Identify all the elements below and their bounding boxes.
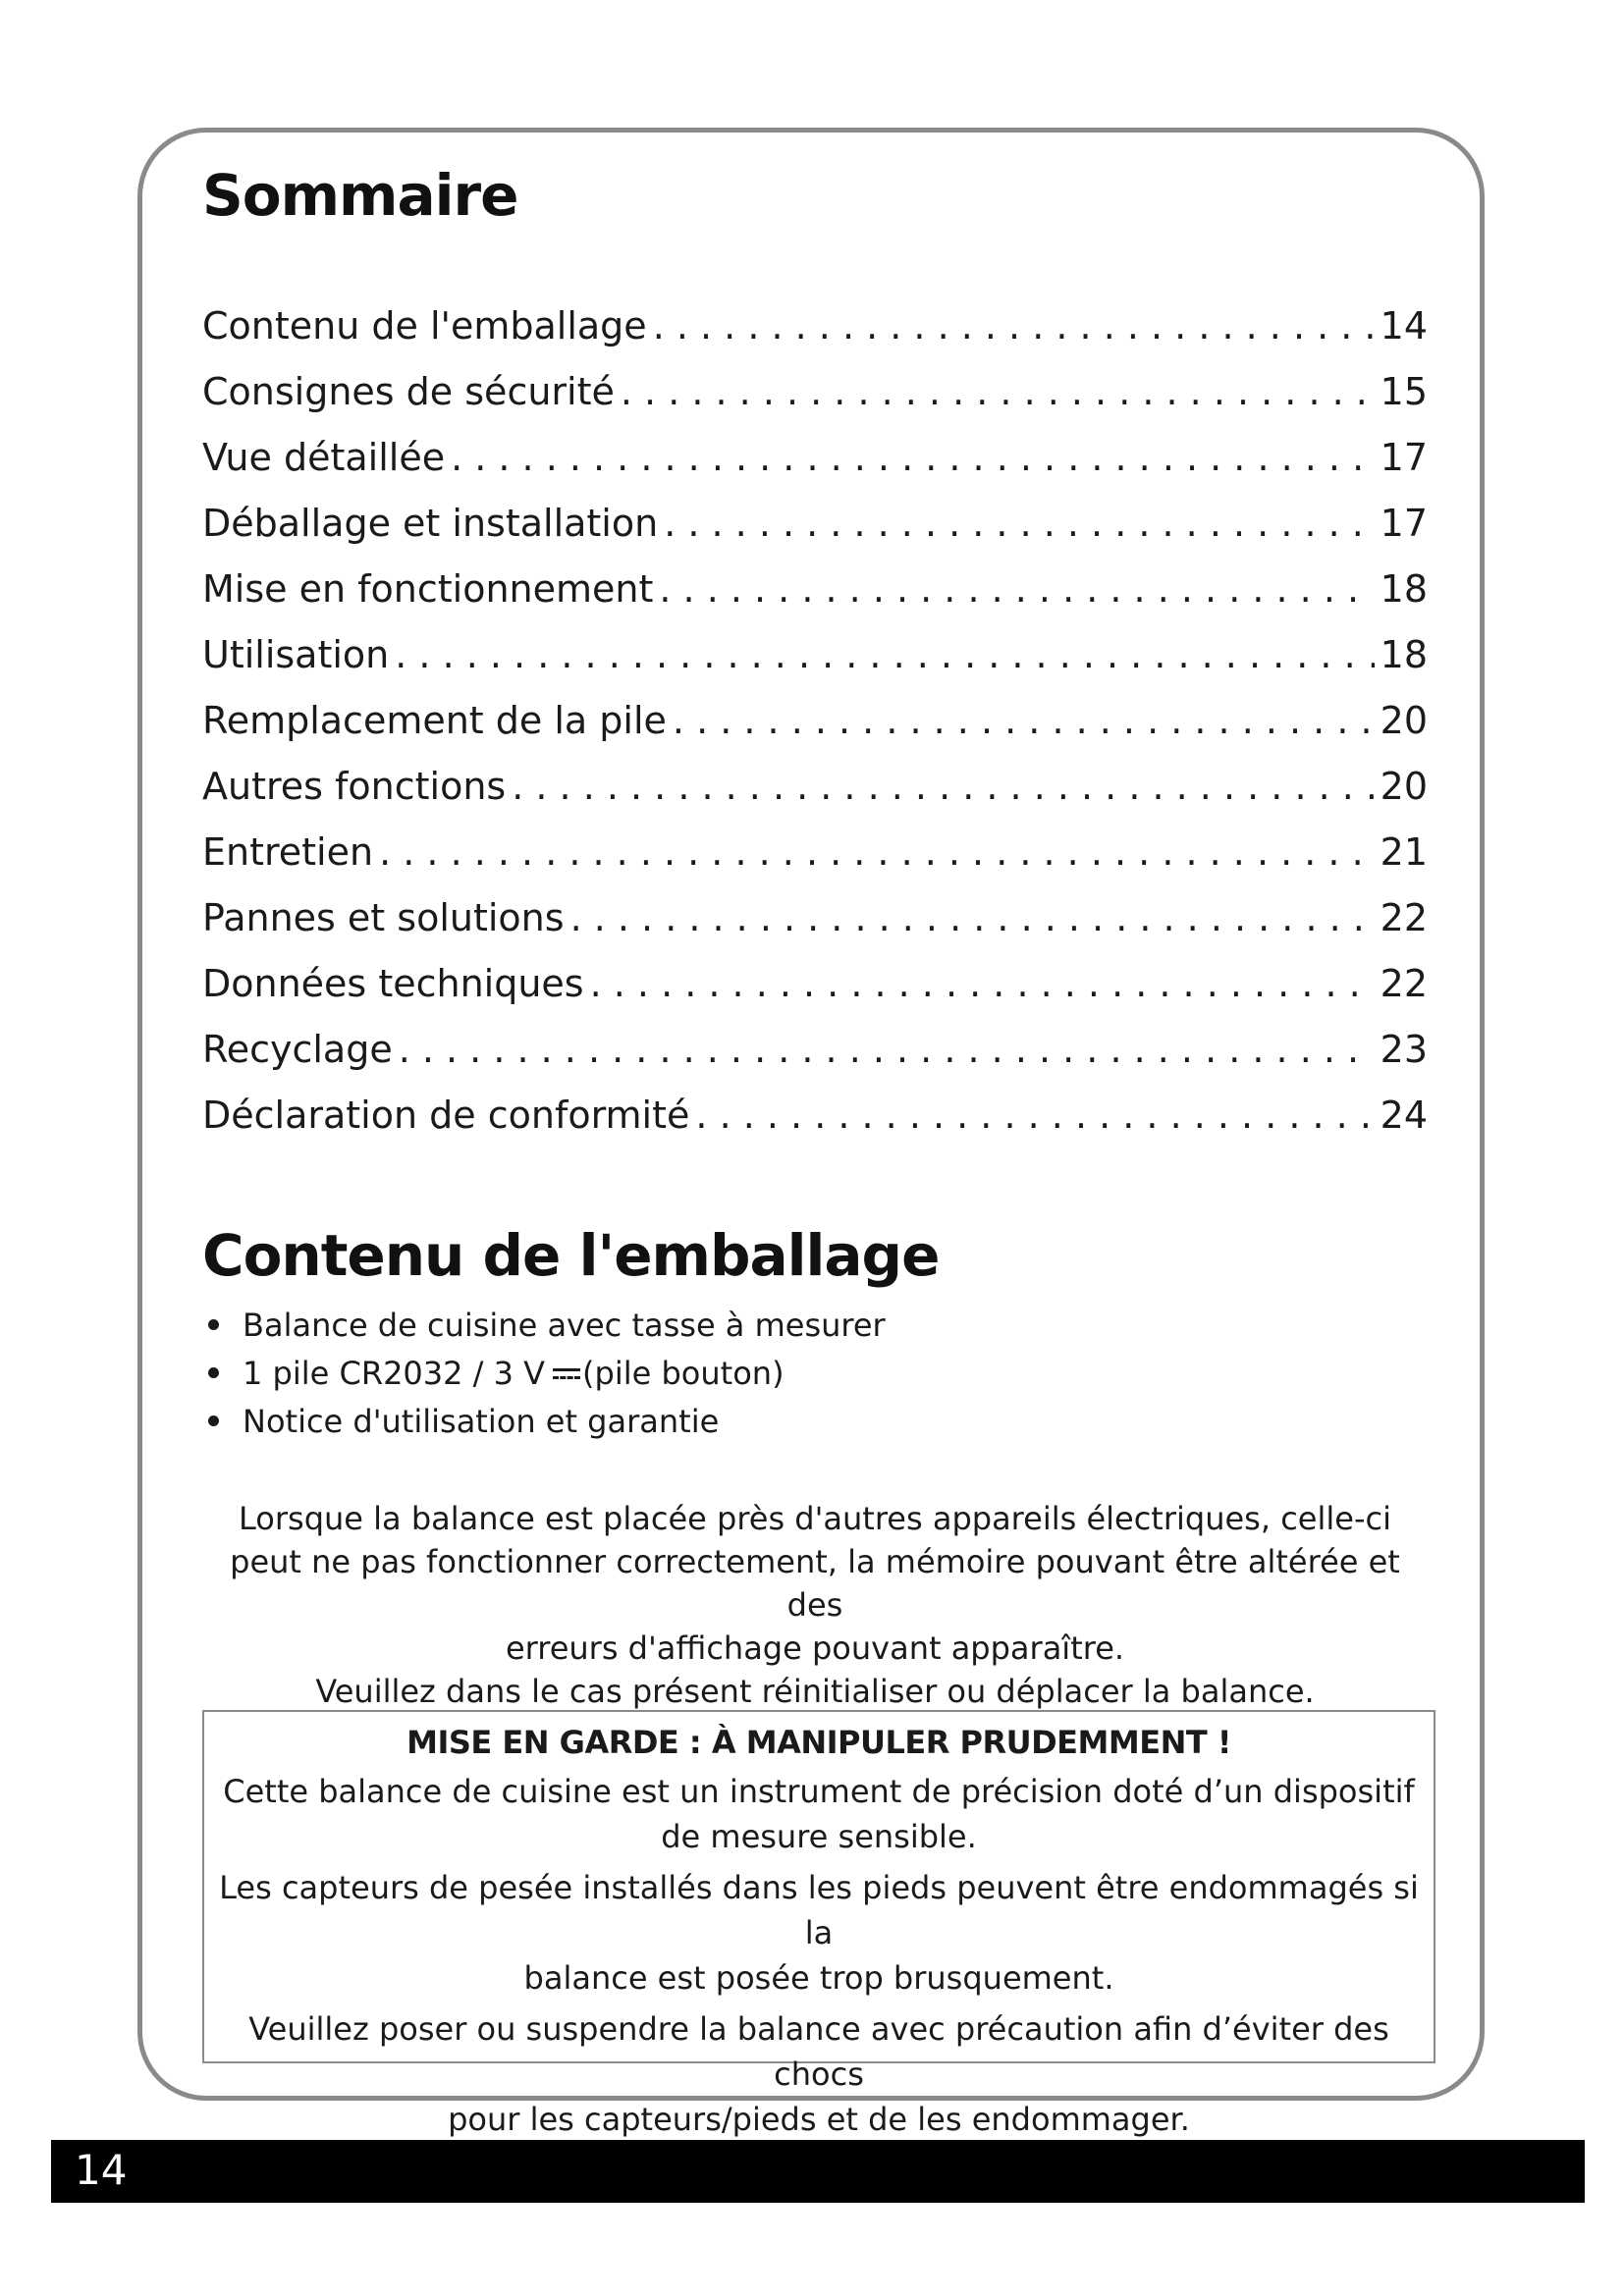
toc-dot-leader (664, 502, 1374, 545)
toc-dot-leader (451, 436, 1375, 479)
toc-entry[interactable] (202, 567, 1428, 633)
toc-entry[interactable] (202, 436, 1428, 502)
toc-entry-page: 18 (1380, 567, 1428, 611)
warning-box (202, 1710, 1435, 2138)
warning-title: MISE EN GARDE : À MANIPULER PRUDEMMENT ! (406, 1724, 1231, 1761)
toc-entry-label: Vue détaillée (202, 436, 446, 479)
toc-entry-page: 18 (1380, 633, 1428, 676)
table-of-contents (202, 304, 1428, 1159)
contents-list (202, 1301, 886, 1445)
toc-entry[interactable] (202, 304, 1428, 370)
list-item (202, 1301, 886, 1349)
bullet-icon (208, 1319, 219, 1330)
toc-entry-page: 20 (1380, 765, 1428, 808)
notice-line: Lorsque la balance est placée près d'autres appareils électriques, celle-ci (239, 1500, 1391, 1537)
list-item-text: 1 pile CR2032 / 3 V (243, 1354, 546, 1392)
toc-entry-page: 21 (1380, 830, 1428, 874)
toc-dot-leader (379, 830, 1375, 874)
toc-entry[interactable] (202, 765, 1428, 830)
toc-entry-label: Entretien (202, 830, 374, 874)
toc-dot-leader (621, 370, 1375, 413)
warning-paragraph (204, 1865, 1434, 2001)
toc-entry-label: Contenu de l'emballage (202, 304, 647, 347)
toc-entry-label: Données techniques (202, 962, 584, 1005)
toc-entry[interactable] (202, 370, 1428, 436)
toc-entry[interactable] (202, 502, 1428, 567)
warning-paragraph (204, 2006, 1434, 2142)
warning-line: pour les capteurs/pieds et de les endommager. (448, 2101, 1190, 2138)
toc-dot-leader (673, 699, 1375, 742)
toc-entry-label: Pannes et solutions (202, 896, 565, 939)
toc-entry[interactable] (202, 699, 1428, 765)
list-item-text: Balance de cuisine avec tasse à mesurer (243, 1306, 886, 1344)
toc-entry-label: Recyclage (202, 1028, 393, 1071)
toc-entry[interactable] (202, 1028, 1428, 1094)
toc-entry-page: 22 (1380, 962, 1428, 1005)
toc-entry-label: Utilisation (202, 633, 390, 676)
toc-entry-label: Remplacement de la pile (202, 699, 667, 742)
toc-entry-page: 15 (1380, 370, 1428, 413)
toc-entry-page: 14 (1380, 304, 1428, 347)
notice-line: peut ne pas fonctionner correctement, la mémoire pouvant être altérée et des (230, 1543, 1400, 1624)
contents-heading: Contenu de l'emballage (202, 1222, 940, 1289)
list-item-text: Notice d'utilisation et garantie (243, 1402, 720, 1440)
bullet-icon (208, 1367, 219, 1378)
toc-dot-leader (399, 1028, 1375, 1071)
list-item (202, 1349, 886, 1397)
toc-entry-page: 17 (1380, 502, 1428, 545)
toc-dot-leader (512, 765, 1374, 808)
toc-dot-leader (659, 567, 1374, 611)
toc-entry-label: Déclaration de conformité (202, 1094, 690, 1137)
toc-entry-page: 24 (1380, 1094, 1428, 1137)
toc-entry-label: Déballage et installation (202, 502, 659, 545)
toc-entry[interactable] (202, 896, 1428, 962)
warning-line: balance est posée trop brusquement. (523, 1959, 1114, 1997)
toc-entry-page: 20 (1380, 699, 1428, 742)
list-item-text-suffix: (pile bouton) (582, 1354, 785, 1392)
toc-entry[interactable] (202, 830, 1428, 896)
toc-entry[interactable] (202, 1094, 1428, 1159)
toc-entry-label: Mise en fonctionnement (202, 567, 654, 611)
warning-paragraph (204, 1769, 1434, 1859)
toc-heading: Sommaire (202, 162, 518, 229)
notice-line: erreurs d'affichage pouvant apparaître. (505, 1629, 1125, 1667)
toc-entry-label: Consignes de sécurité (202, 370, 615, 413)
toc-entry[interactable] (202, 633, 1428, 699)
dc-current-icon (553, 1362, 580, 1384)
toc-dot-leader (695, 1094, 1374, 1137)
toc-entry-page: 17 (1380, 436, 1428, 479)
toc-dot-leader (570, 896, 1375, 939)
placement-notice (202, 1497, 1428, 1713)
bullet-icon (208, 1415, 219, 1426)
warning-line: Veuillez poser ou suspendre la balance avec précaution afin d’éviter des chocs (248, 2010, 1389, 2093)
warning-line: Les capteurs de pesée installés dans les pieds peuvent être endommagés si la (219, 1869, 1419, 1951)
toc-dot-leader (653, 304, 1375, 347)
page-number: 14 (75, 2146, 128, 2194)
toc-entry-label: Autres fonctions (202, 765, 507, 808)
list-item (202, 1397, 886, 1445)
warning-line: de mesure sensible. (661, 1818, 977, 1855)
warning-line: Cette balance de cuisine est un instrument de précision doté d’un dispositif (223, 1773, 1415, 1810)
toc-entry-page: 22 (1380, 896, 1428, 939)
toc-entry[interactable] (202, 962, 1428, 1028)
toc-dot-leader (590, 962, 1375, 1005)
notice-line: Veuillez dans le cas présent réinitialiser ou déplacer la balance. (315, 1673, 1315, 1710)
footer-bar (51, 2140, 1585, 2203)
toc-dot-leader (395, 633, 1374, 676)
toc-entry-page: 23 (1380, 1028, 1428, 1071)
